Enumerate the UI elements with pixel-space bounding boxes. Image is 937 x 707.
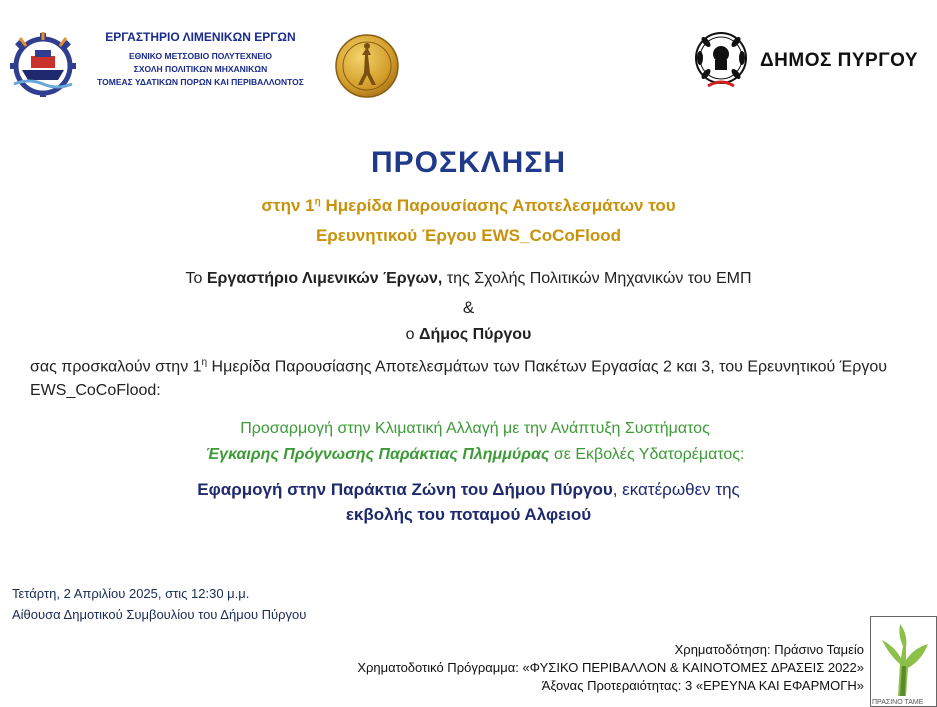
topic-line-2 (0, 446, 937, 464)
port-lab-text (88, 30, 313, 89)
topic-line-1: Προσαρμογή στην Κλιματική Αλλαγή με την Ανάπτυξη Συστήματος (240, 420, 710, 437)
invites-suffix: Ημερίδα Παρουσίασης Αποτελεσμάτων των Πακέτων Εργασίας 2 και 3, του Ερευνητικού Έργου EWS_CoCoFlood: (30, 358, 887, 400)
port-lab-logo (4, 28, 82, 98)
municipality-seal-logo (688, 28, 754, 94)
intro-line (0, 270, 937, 288)
topic-line-3-rest: , εκατέρωθεν της (612, 480, 740, 499)
event-venue: Αίθουσα Δημοτικού Συμβουλίου του Δήμου Πύργου (12, 607, 307, 622)
event-date: Τετάρτη, 2 Απριλίου 2025, στις 12:30 μ.μ. (12, 586, 250, 601)
intro-prefix: Το (185, 270, 207, 287)
co-organizer-name: Δήμος Πύργου (418, 326, 532, 343)
invitation-title: ΠΡΟΣΚΛΗΣΗ (370, 146, 567, 179)
invites-prefix: σας προσκαλούν στην 1 (30, 358, 202, 376)
lab-line: ΣΧΟΛΗ ΠΟΛΙΤΙΚΩΝ ΜΗΧΑΝΙΚΩΝ (133, 64, 268, 74)
lab-line: ΕΘΝΙΚΟ ΜΕΤΣΟΒΙΟ ΠΟΛΥΤΕΧΝΕΙΟ (128, 51, 273, 61)
municipality-name: ΔΗΜΟΣ ΠΥΡΓΟΥ (760, 50, 919, 71)
topic-line-2-rest: σε Εκβολές Υδατορέματος: (549, 446, 745, 463)
lab-line: ΤΟΜΕΑΣ ΥΔΑΤΙΚΩΝ ΠΟΡΩΝ ΚΑΙ ΠΕΡΙΒΑΛΛΟΝΤΟΣ (97, 77, 304, 87)
intro-organizer: Εργαστήριο Λιμενικών Έργων, (206, 270, 443, 287)
topic-line-4: εκβολής του ποταμού Αλφειού (345, 505, 592, 524)
lab-name: ΕΡΓΑΣΤΗΡΙΟ ΛΙΜΕΝΙΚΩΝ ΕΡΓΩΝ (105, 30, 296, 44)
topic-line-3 (0, 480, 937, 500)
invites-ordinal: η (201, 357, 208, 368)
subtitle-suffix: Ημερίδα Παρουσίασης Αποτελεσμάτων του (320, 196, 676, 215)
co-organizer-line (0, 326, 937, 344)
ampersand: & (462, 298, 475, 317)
subtitle-line-1 (0, 196, 937, 216)
green-fund-logo (870, 616, 937, 707)
co-organizer-prefix: ο (405, 326, 419, 343)
funding-line-1: Χρηματοδότηση: Πράσινο Ταμείο (674, 642, 864, 657)
ntua-seal-logo (334, 33, 400, 99)
subtitle-line-2: Ερευνητικού Έργου EWS_CoCoFlood (315, 226, 622, 245)
subtitle-ordinal: η (314, 196, 321, 208)
subtitle-prefix: στην 1 (261, 196, 315, 215)
intro-suffix: της Σχολής Πολιτικών Μηχανικών του ΕΜΠ (442, 270, 752, 287)
invitation-body (30, 351, 910, 403)
topic-emphasis: Έγκαιρης Πρόγνωσης Παράκτιας Πλημμύρας (205, 446, 550, 463)
topic-line-3-bold: Εφαρμογή στην Παράκτια Ζώνη του Δήμου Πύργου (197, 480, 613, 499)
funding-line-2: Χρηματοδοτικό Πρόγραμμα: «ΦΥΣΙΚΟ ΠΕΡΙΒΑΛΛΟΝ & ΚΑΙΝΟΤΟΜΕΣ ΔΡΑΣΕΙΣ 2022» (357, 660, 864, 675)
funding-line-3: Άξονας Προτεραιότητας: 3 «ΕΡΕΥΝΑ ΚΑΙ ΕΦΑΡΜΟΓΗ» (541, 678, 864, 693)
green-fund-label: ΠΡΑΣΙΝΟ ΤΑΜΕ (872, 699, 924, 706)
